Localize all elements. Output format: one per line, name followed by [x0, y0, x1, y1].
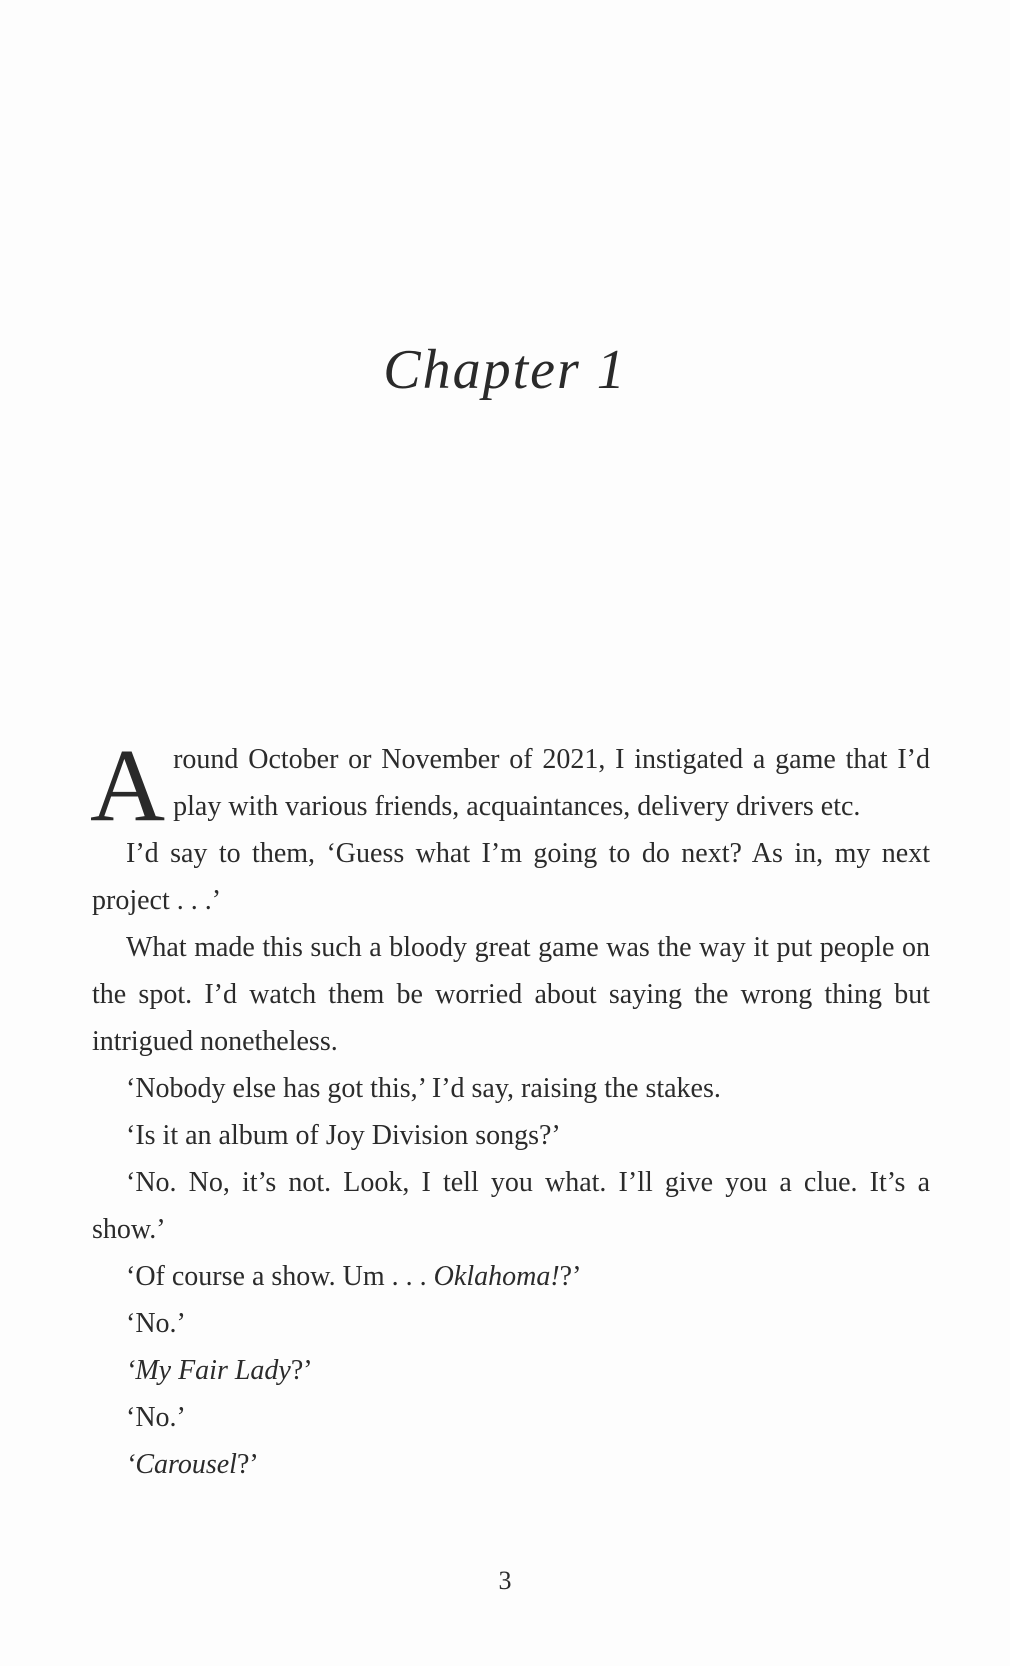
opening-paragraph: [90, 728, 930, 843]
dialogue-text: ‘: [126, 1355, 136, 1386]
dialogue-text: ?’: [290, 1355, 313, 1386]
page-number: 3: [498, 1566, 512, 1595]
dialogue-text: ?’: [559, 1261, 582, 1292]
chapter-title: Chapter 1: [383, 339, 627, 401]
paragraph-carousel: [92, 1441, 930, 1488]
dialogue-text: ‘: [126, 1449, 136, 1480]
paragraph: ‘Is it an album of Joy Division songs?’: [126, 1120, 561, 1151]
paragraph: ‘Nobody else has got this,’ I’d say, raising the stakes.: [126, 1073, 721, 1104]
paragraph-fair-lady: [92, 1347, 930, 1394]
drop-cap: A: [90, 728, 166, 843]
paragraph: What made this such a bloody great game was the way it put people on the spot. I’d watch them be worried about saying the wrong thing but intrigued nonetheless.: [92, 932, 930, 1057]
paragraph-oklahoma: [92, 1253, 930, 1300]
dialogue-text: ?’: [236, 1449, 259, 1480]
dialogue-text: ‘Of course a show. Um . . .: [126, 1261, 434, 1292]
chapter-body: [90, 728, 930, 1488]
paragraph-no: ‘No.’: [126, 1402, 186, 1433]
show-title: My Fair Lady: [135, 1355, 291, 1386]
paragraph: ‘No. No, it’s not. Look, I tell you what. I’ll give you a clue. It’s a show.’: [92, 1167, 930, 1245]
show-title: Oklahoma!: [433, 1261, 560, 1292]
show-title: Carousel: [135, 1449, 237, 1480]
opening-text: round October or November of 2021, I instigated a game that I’d play with various friends, acquaintances, delivery drivers etc.: [173, 744, 930, 822]
paragraph-no: ‘No.’: [126, 1308, 186, 1339]
paragraph: I’d say to them, ‘Guess what I’m going to do next? As in, my next project . . .’: [92, 838, 930, 916]
